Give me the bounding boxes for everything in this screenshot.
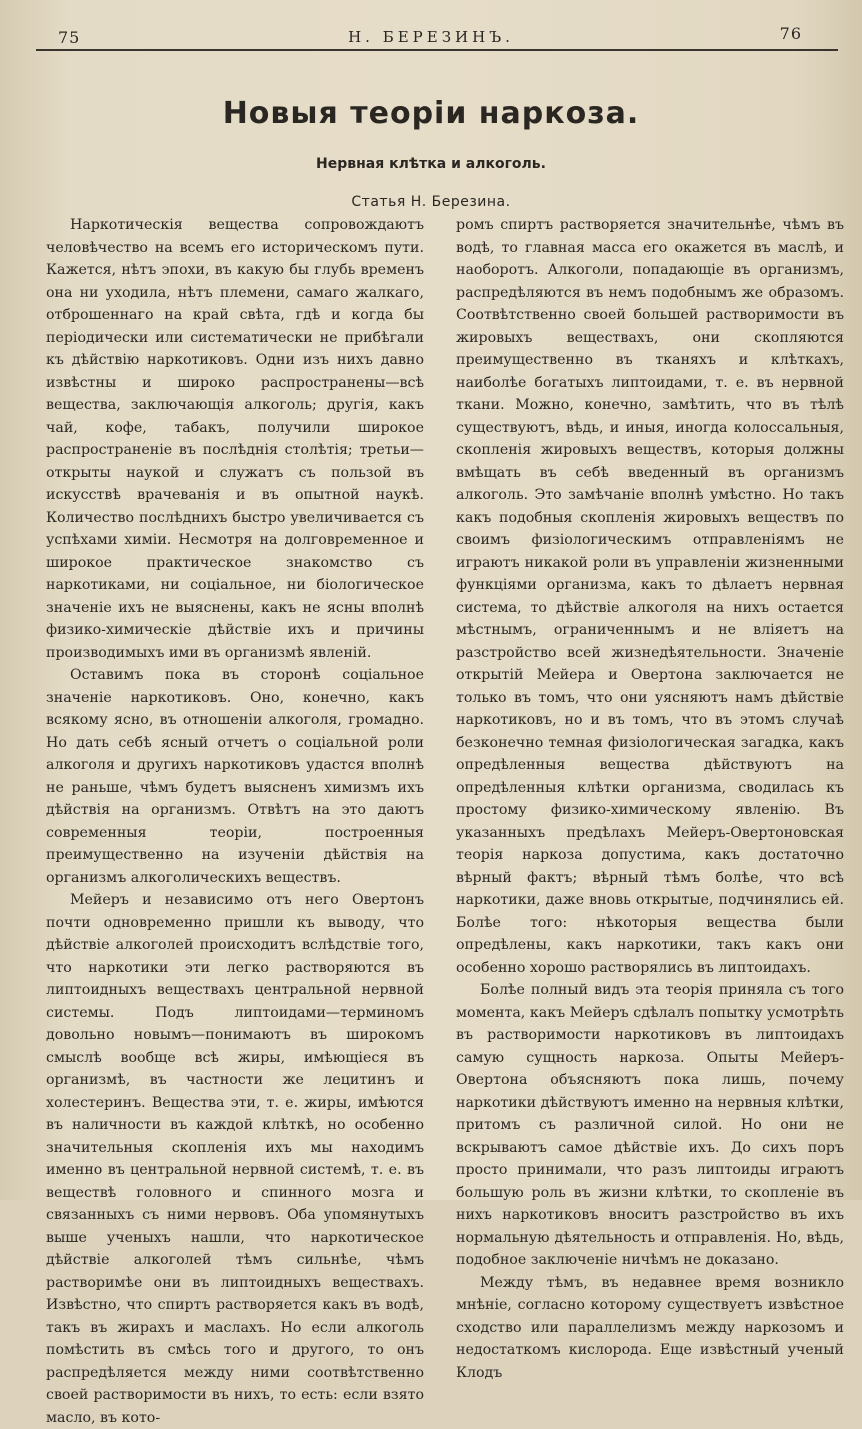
- page-number-right: 76: [779, 24, 802, 43]
- page-number-left: 75: [58, 28, 81, 47]
- running-header: [20, 22, 842, 48]
- left-column: [46, 214, 424, 1429]
- paragraph: Оставимъ пока въ сторонѣ соцiальное значенiе наркотиковъ. Оно, конечно, какъ всякому ясно, въ отношенiи алкоголя, громадно. Но дать себѣ ясный отчетъ о соцiальной роли алкоголя и другихъ наркотиковъ удастся вполнѣ не раньше, чѣмъ будетъ выясненъ химизмъ ихъ дѣйствiя на организмъ. Отвѣтъ на это даютъ современныя теорiи, построенныя преимущественно на изученiи дѣйствiя на организмъ алкоголическихъ веществъ.: [46, 667, 424, 886]
- article-title: Новыя теорiи наркоза.: [222, 96, 640, 131]
- header-rule: [36, 49, 838, 51]
- paragraph: Болѣе полный видъ эта теорiя приняла съ того момента, какъ Мейеръ сдѣлалъ попытку усмотрѣть въ растворимости наркотиковъ въ липтоидахъ самую сущность наркоза. Опыты Мейеръ-Овертона объясняютъ пока лишь, почему наркотики дѣйствуютъ именно на нервныя клѣтки, притомъ съ различной силой. Но они не вскрываютъ самое дѣйствiе ихъ. До сихъ поръ просто принимали, что разъ липтоиды играютъ большую роль въ жизни клѣтки, то скопленiе въ нихъ наркотиковъ вноситъ разстройство въ ихъ нормальную дѣятельность и отправленiя. Но, вѣдь, подобное заключенiе ничѣмъ не доказано.: [456, 982, 844, 1268]
- paragraph: Мейеръ и независимо отъ него Овертонъ почти одновременно пришли къ выводу, что дѣйствiе алкоголей происходитъ вслѣдствiе того, что наркотики эти легко растворяются въ липтоидныхъ веществахъ центральной нервной системы. Подъ липтоидами—терминомъ довольно новымъ—понимаютъ въ широкомъ смыслѣ вообще всѣ жиры, имѣющiеся въ организмѣ, въ частности же лецитинъ и холестеринъ. Вещества эти, т. е. жиры, имѣются въ наличности въ каждой клѣткѣ, но особенно значительныя скопленiя ихъ мы находимъ именно въ центральной нервной системѣ, т. е. въ веществѣ головного и спинного мозга и связанныхъ съ ними нервовъ. Оба упомянутыхъ выше ученыхъ нашли, что наркотическое дѣйствiе алкоголей тѣмъ сильнѣе, чѣмъ растворимѣе они въ липтоидныхъ веществахъ. Извѣстно, что спиртъ растворяется какъ въ водѣ, такъ въ жирахъ и маслахъ. Но если алкоголь помѣстить въ смѣсь того и другого, то онъ распредѣляется между ними соотвѣтственно своей растворимости въ нихъ, то есть: если взято масло, въ кото-: [46, 892, 424, 1426]
- paragraph: Между тѣмъ, въ недавнее время возникло мнѣнiе, согласно которому существуетъ извѣстное сходство или параллелизмъ между наркозомъ и недостаткомъ кислорода. Еще извѣстный ученый Клодъ: [456, 1274, 844, 1381]
- paragraph: ромъ спиртъ растворяется значительнѣе, чѣмъ въ водѣ, то главная масса его окажется въ маслѣ, и наоборотъ. Алкоголи, попадающiе въ организмъ, распредѣляются въ немъ подобнымъ же образомъ. Соотвѣтственно своей большей растворимости въ жировыхъ веществахъ, они скопляются преимущественно въ тканяхъ и клѣткахъ, наиболѣе богатыхъ липтоидами, т. е. въ нервной ткани. Можно, конечно, замѣтить, что въ тѣлѣ существуютъ, вѣдь, и иныя, иногда колоссальныя, скопленiя жировыхъ веществъ, которыя должны вмѣщать въ себѣ введенный въ организмъ алкоголь. Это замѣчанiе вполнѣ умѣстно. Но такъ какъ подобныя скопленiя жировыхъ веществъ по своимъ физiологическимъ отправленiямъ не играютъ никакой роли въ управленiи жизненными функцiями организма, какъ то дѣлаетъ нервная система, то дѣйствiе алкоголя на нихъ остается мѣстнымъ, ограниченнымъ и не влiяетъ на разстройство всей жизнедѣятельности. Значенiе открытiй Мейера и Овертона заключается не только въ томъ, что они уясняютъ намъ дѣйствiе наркотиковъ, но и въ томъ, что въ этомъ случаѣ безконечно темная физiологическая загадка, какъ опредѣленныя вещества дѣйствуютъ на опредѣленныя клѣтки организма, сводилась къ простому физико-химическому явленiю. Въ указанныхъ предѣлахъ Мейеръ-Овертоновская теорiя наркоза допустима, какъ достаточно вѣрный фактъ; вѣрный тѣмъ болѣе, что всѣ наркотики, даже вновь открытые, подчинялись ей. Болѣе того: нѣкоторыя вещества были опредѣлены, какъ наркотики, такъ какъ они особенно хорошо растворялись въ липтоидахъ.: [456, 217, 844, 976]
- paragraph: Наркотическiя вещества сопровождаютъ человѣчество на всемъ его историческомъ пути. Кажется, нѣтъ эпохи, въ какую бы глубь временъ она ни уходила, нѣтъ племени, самаго жалкаго, отброшеннаго на край свѣта, гдѣ и когда бы перiодически или систематически не прибѣгали къ дѣйствiю наркотиковъ. Одни изъ нихъ давно извѣстны и широко распространены—всѣ вещества, заключающiя алкоголь; другiя, какъ чай, кофе, табакъ, получили широкое распространенiе въ послѣднiя столѣтiя; третьи—открыты наукой и служатъ съ пользой въ искусствѣ врачеванiя и въ опытной наукѣ. Количество послѣднихъ быстро увеличивается съ успѣхами химiи. Несмотря на долговременное и широкое практическое знакомство съ наркотиками, ни соцiальное, ни бiологическое значенiе ихъ не выяснены, какъ не ясны вполнѣ физико-химическiе дѣйствiе ихъ и причины производимыхъ ими въ организмѣ явленiй.: [46, 217, 424, 661]
- article-byline: Статья Н. Березина.: [351, 194, 511, 210]
- running-title: Н. БЕРЕЗИНЪ.: [348, 28, 514, 46]
- article-subtitle: Нервная клѣтка и алкоголь.: [316, 156, 546, 172]
- right-column: [456, 214, 844, 1384]
